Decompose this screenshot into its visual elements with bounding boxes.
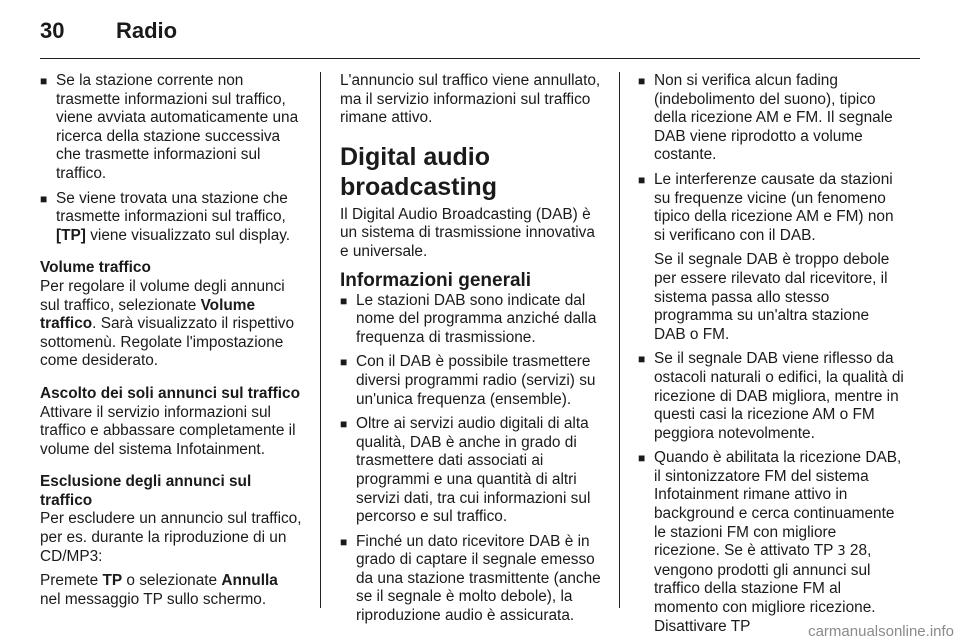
esclusione-section: [40, 473, 302, 566]
ascolto-section: [40, 385, 302, 459]
bullet-item: ■ Oltre ai servizi audio digitali di alta qualità, DAB è anche in grado di trasmettere dati associati ai programmi e una quantità di altri servizi dati, tra cui informazioni sul percorso e sul traffico.: [340, 415, 602, 527]
tp-button-label: TP: [102, 572, 123, 590]
premete-text: nel messaggio TP sullo schermo.: [40, 590, 267, 608]
annulla-button-label: Annulla: [221, 572, 278, 590]
bullet-item: ■ Finché un dato ricevitore DAB è in grado di captare il segnale emesso da una stazione trasmittente (anche se il segnale è molto debole), la riproduzione audio è assicurata.: [340, 533, 602, 626]
esclusione-text: Per escludere un annuncio sul traffico, per es. durante la riproduzione di un CD/MP3:: [40, 510, 302, 565]
volume-text: Per regolare il volume degli annunci sul traffico, selezionate: [40, 277, 285, 314]
tp-indicator: [TP]: [56, 226, 86, 244]
bullet-item: ■ Se il segnale DAB viene riflesso da ostacoli naturali o edifici, la qualità di ricezione di DAB migliora, mentre in questi casi la ricezione AM o FM peggiora notevolmente.: [638, 350, 904, 443]
bullet-item: [638, 449, 904, 636]
page-number: 30: [40, 18, 65, 43]
ascolto-text: Attivare il servizio informazioni sul traffico e abbassare completamente il volume del sistema Infotainment.: [40, 403, 296, 458]
bullet-item: ■ Se la stazione corrente non trasmette informazioni sul traffico, viene avviata automaticamente una ricerca della stazione successiva che trasmette informazioni sul traffico.: [40, 72, 302, 184]
volume-text: . Sarà visualizzato il rispettivo sottomenù. Regolate l'impostazione come desiderato.: [40, 315, 295, 370]
bullet-item: ■ Le interferenze causate da stazioni su frequenze vicine (un fenomeno tipico della ricezione AM e FM) non si verificano con il DAB.: [638, 171, 904, 245]
volume-heading: Volume traffico: [40, 259, 151, 277]
bullet-text: , vengono prodotti gli annunci sul traffico della stazione FM al momento con migliore ricezione. Disattivare TP: [654, 542, 876, 635]
intro-paragraph: L'annuncio sul traffico viene annullato, ma il servizio informazioni sul traffico rimane attivo.: [340, 72, 601, 127]
bullet-text: Quando è abilitata la ricezione DAB, il sintonizzatore FM del sistema Infotainment rimane attivo in background e cerca continuamente le stazioni FM con migliore ricezione. Se è attivato TP: [654, 449, 902, 560]
ascolto-heading: Ascolto dei soli annunci sul traffico: [40, 384, 300, 402]
premete-text: o selezionate: [122, 572, 222, 590]
premete-paragraph: [40, 572, 302, 609]
dab-intro: Il Digital Audio Broadcasting (DAB) è un sistema di trasmissione innovativa e universale.: [340, 205, 595, 260]
watermark: carmanualsonline.info: [808, 623, 954, 640]
bullet-item: ■ Le stazioni DAB sono indicate dal nome del programma anziché dalla frequenza di trasmissione.: [340, 292, 602, 348]
bullet-continuation: Se il segnale DAB è troppo debole per essere rilevato dal ricevitore, il sistema passa allo stesso programma su un'altra stazione DAB o FM.: [654, 251, 890, 343]
header-rule: [40, 58, 920, 59]
column-1: [40, 72, 302, 623]
page-reference-number[interactable]: 28: [845, 542, 868, 560]
premete-text: Premete: [40, 572, 103, 590]
page-header: [40, 18, 177, 48]
bullet-text: viene visualizzato sul display.: [85, 226, 291, 244]
column-divider-1: [320, 72, 321, 608]
volume-menu-label: Volume traffico: [40, 296, 256, 333]
bullet-item: ■ Con il DAB è possibile trasmettere diversi programmi radio (servizi) su un'unica frequenza (ensemble).: [340, 353, 602, 409]
info-heading: Informazioni generali: [340, 269, 532, 291]
bullet-item: [40, 190, 302, 246]
dab-heading: Digital audio broadcasting: [340, 142, 497, 201]
column-3: [638, 72, 904, 642]
column-2: [340, 72, 602, 632]
esclusione-heading: Esclusione degli annunci sul traffico: [40, 473, 252, 509]
bullet-item: ■ Non si verifica alcun fading (indebolimento del suono), tipico della ricezione AM e FM. Il segnale DAB viene riprodotto a volume costante.: [638, 72, 904, 165]
bullet-text: Se viene trovata una stazione che trasmette informazioni sul traffico,: [56, 189, 288, 226]
page-reference-icon[interactable]: 3: [837, 544, 846, 560]
volume-section: [40, 259, 302, 371]
section-title: Radio: [116, 18, 178, 43]
column-divider-2: [619, 72, 620, 608]
